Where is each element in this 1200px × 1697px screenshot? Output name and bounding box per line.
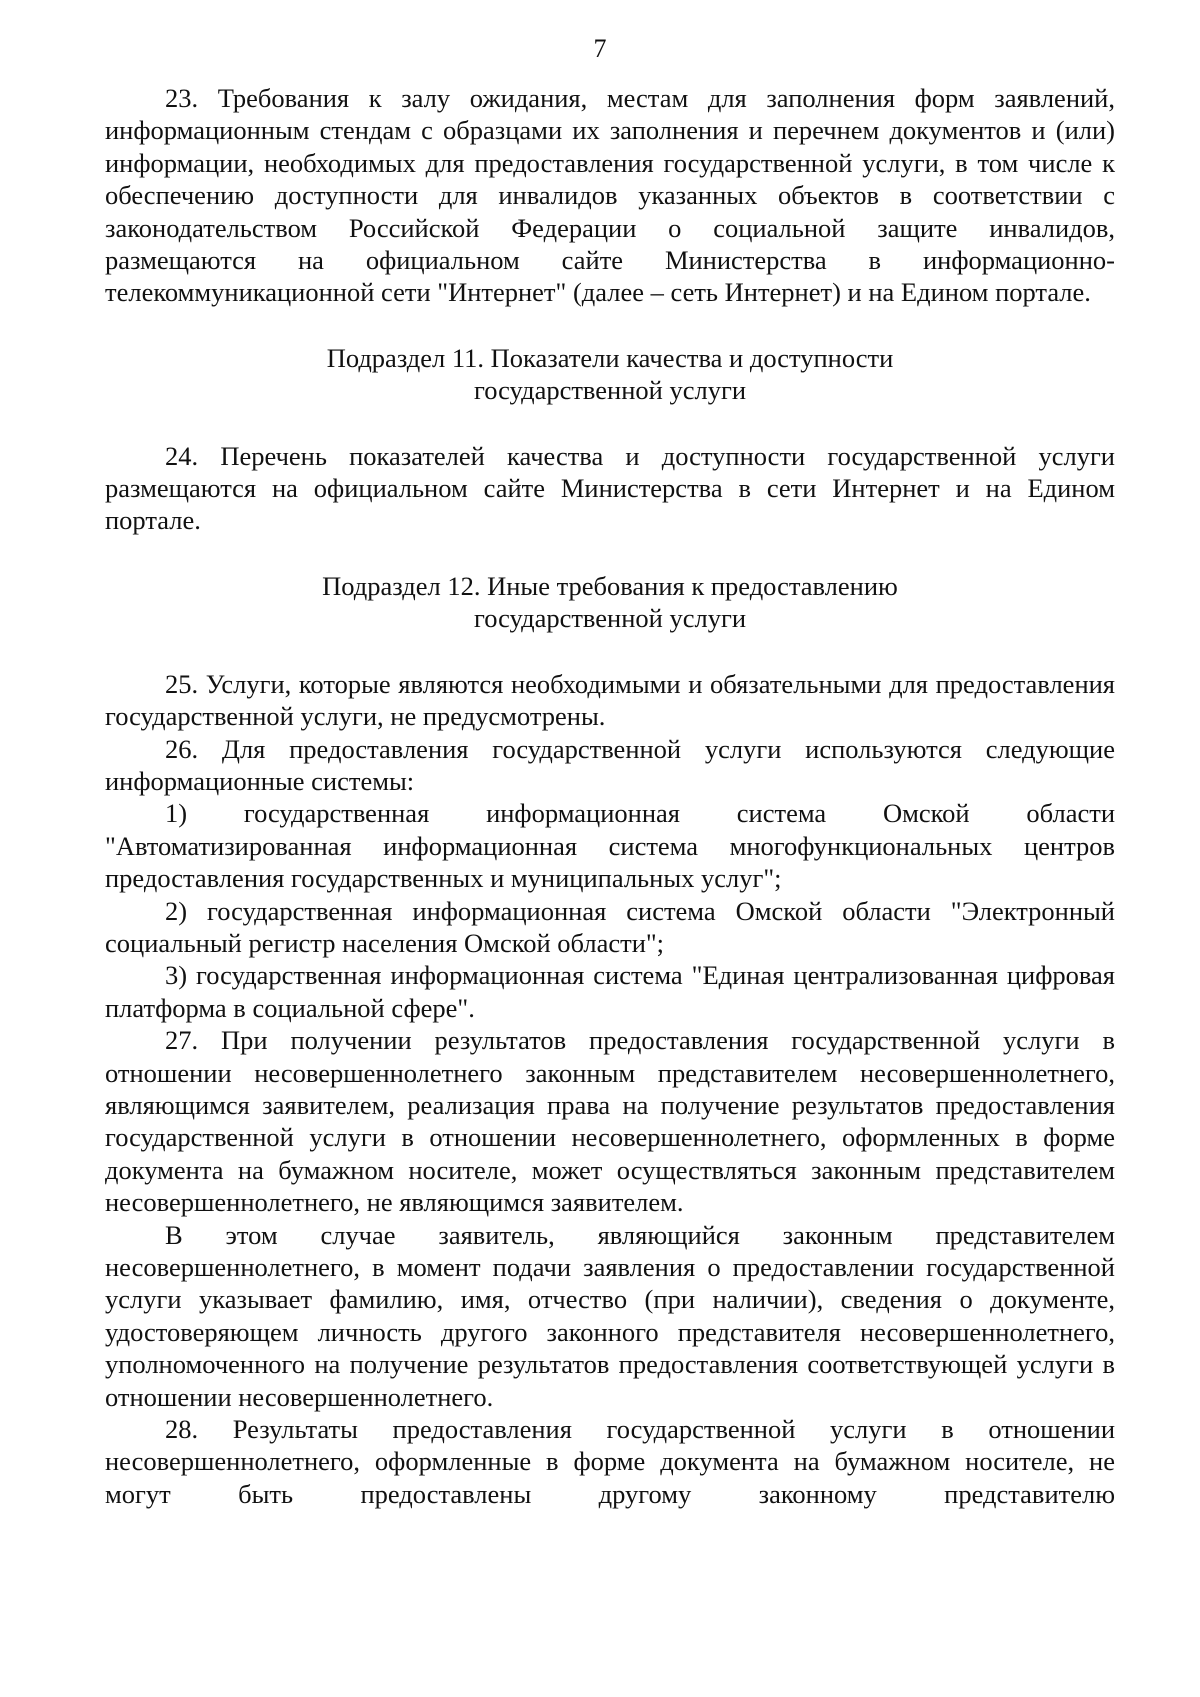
paragraph-28: 28. Результаты предоставления государственной услуги в отношении несовершеннолетнего, оформленные в форме документа на бумажном носителе, не могут быть предоставлены другому законному представителю — [105, 1414, 1115, 1509]
subsection-11-title-line1: Подраздел 11. Показатели качества и доступности — [326, 342, 894, 373]
paragraph-25: 25. Услуги, которые являются необходимыми и обязательными для предоставления государственной услуги, не предусмотрены. — [105, 668, 1115, 732]
subsection-12-title-line1: Подраздел 12. Иные требования к предоставлению — [322, 570, 898, 601]
page-number: 7 — [593, 34, 607, 63]
paragraph-27-continuation: В этом случае заявитель, являющийся законным представителем несовершеннолетнего, в момент подачи заявления о предоставлении государственной услуги указывает фамилию, имя, отчество (при наличии), сведения о документе, удостоверяющем личность другого законного представителя несовершеннолетнего, уполномоченного на получение результатов предоставления соответствующей услуги в отношении несовершеннолетнего. — [105, 1219, 1115, 1412]
paragraph-24: 24. Перечень показателей качества и доступности государственной услуги размещаются на официальном сайте Министерства в сети Интернет и на Едином портале. — [105, 440, 1115, 536]
paragraph-26: 26. Для предоставления государственной услуги используются следующие информационные системы: — [105, 733, 1115, 796]
document-body — [105, 82, 1115, 1510]
paragraph-27: 27. При получении результатов предоставления государственной услуги в отношении несовершеннолетнего законным представителем несовершеннолетнего, являющимся заявителем, реализация права на получение результатов предоставления государственной услуги в отношении несовершеннолетнего, оформленных в форме документа на бумажном носителе, может осуществляться законным представителем несовершеннолетнего, не являющимся заявителем. — [105, 1025, 1115, 1218]
paragraph-26-item-1: 1) государственная информационная система Омской области "Автоматизированная информационная система многофункциональных центров предоставления государственных и муниципальных услуг"; — [105, 798, 1115, 894]
subsection-11-title-line2: государственной услуги — [473, 375, 747, 406]
paragraph-26-item-2: 2) государственная информационная система Омской области "Электронный социальный регистр населения Омской области"; — [105, 895, 1115, 958]
paragraph-23: 23. Требования к залу ожидания, местам для заполнения форм заявлений, информационным стендам с образцами их заполнения и перечнем документов и (или) информации, необходимых для предоставления государственной услуги, в том числе к обеспечению доступности для инвалидов указанных объектов в соответствии с законодательством Российской Федерации о социальной защите инвалидов, размещаются на официальном сайте Министерства в информационно-телекоммуникационной сети "Интернет" (далее – сеть Интернет) и на Едином портале. — [105, 83, 1115, 308]
subsection-12-title-line2: государственной услуги — [473, 603, 747, 634]
paragraph-26-item-3: 3) государственная информационная система "Единая централизованная цифровая платформа в социальной сфере". — [105, 960, 1115, 1023]
